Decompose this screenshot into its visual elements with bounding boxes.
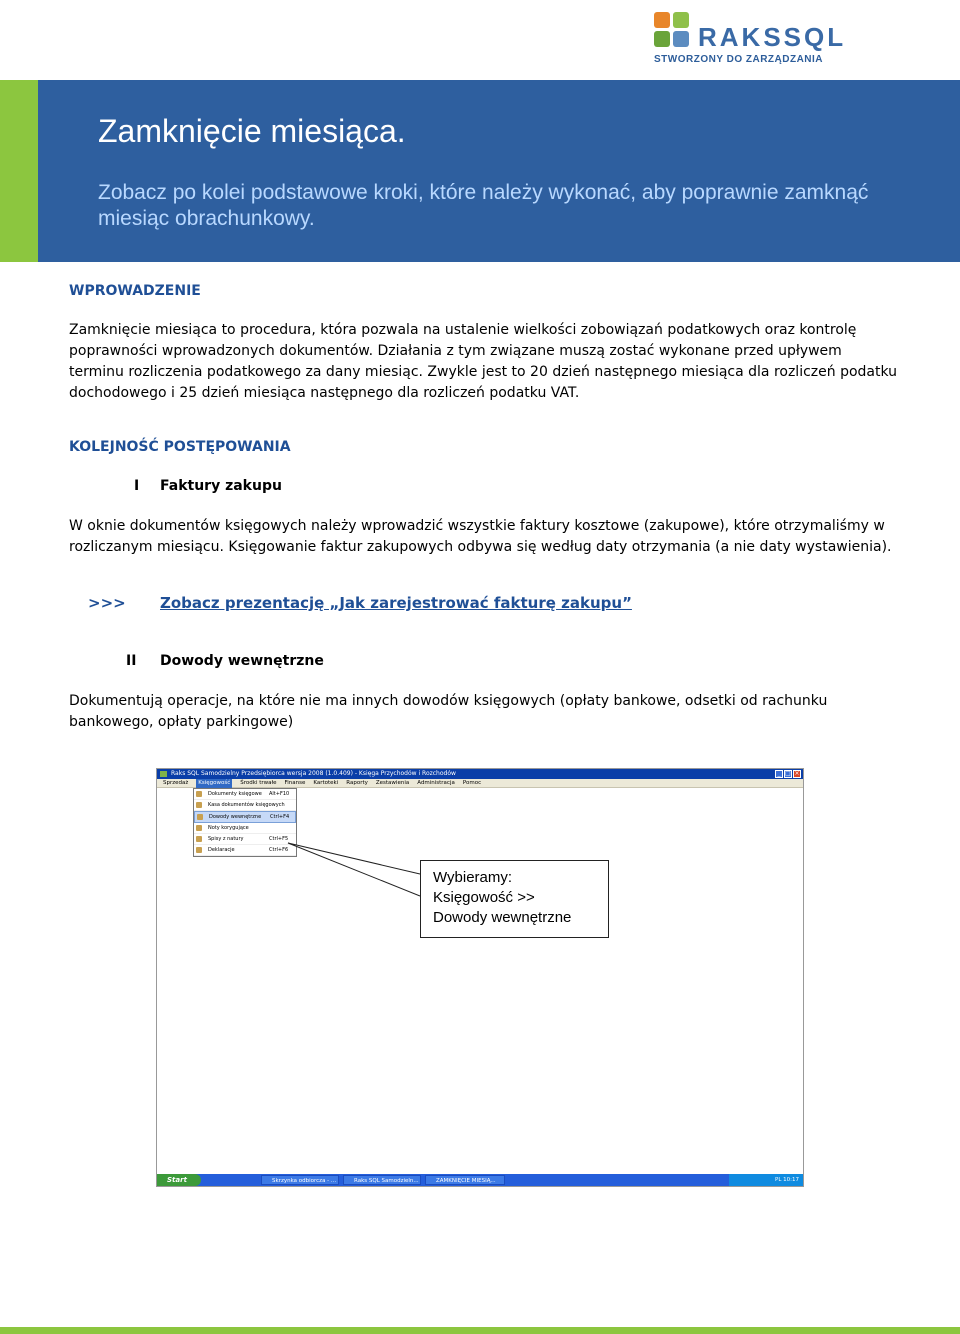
menu-item-kasa-dokumentow[interactable]: Kasa dokumentów księgowych	[194, 800, 296, 811]
menu-zestawienia[interactable]: Zestawienia	[375, 780, 410, 786]
menu-sprzedaz[interactable]: Sprzedaż	[163, 780, 189, 786]
task-skrzynka[interactable]: Skrzynka odbiorcza - ...	[261, 1175, 339, 1185]
close-icon[interactable]: ×	[794, 770, 800, 777]
maximize-icon[interactable]: □	[785, 770, 791, 777]
page-subtitle: Zobacz po kolei podstawowe kroki, które należy wykonać, aby poprawnie zamknąć miesiąc obrachunkowy.	[98, 181, 869, 230]
menu-finanse[interactable]: Finanse	[284, 780, 306, 786]
logo-name: RAKSSQL	[698, 22, 847, 52]
step1-number: I	[134, 478, 140, 494]
system-tray: PL 10:17	[729, 1174, 803, 1186]
callout-line-2: Księgowość >>	[433, 889, 535, 906]
step1-paragraph: W oknie dokumentów księgowych należy wprowadzić wszystkie faktury kosztowe (zakupowe), które otrzymaliśmy w rozliczanym miesiącu. Księgowanie faktur zakupowych odbywa się według daty otrzymania (a nie daty wystawienia).	[69, 518, 892, 555]
menu-kartoteki[interactable]: Kartoteki	[313, 780, 339, 786]
presentation-link[interactable]: Zobacz prezentację „Jak zarejestrować fakturę zakupu”	[160, 594, 632, 612]
menu-item-noty-korygujace[interactable]: Noty korygujące	[194, 823, 296, 834]
link-arrows: >>>	[88, 594, 126, 612]
menu-item-dowody-wewnetrzne[interactable]: Dowody wewnętrzne Ctrl+F4	[194, 811, 296, 823]
menu-item-spisy-z-natury[interactable]: Spisy z natury Ctrl+F5	[194, 834, 296, 845]
page-title: Zamknięcie miesiąca.	[98, 113, 406, 149]
minimize-icon[interactable]: _	[775, 770, 783, 778]
step2-number: II	[126, 653, 137, 669]
intro-paragraph: Zamknięcie miesiąca to procedura, która pozwala na ustalenie wielkości zobowiązań podatkowych oraz kontrolę poprawności wprowadzonych dokumentów. Działania z tym związane muszą zostać wykonane przed upływem terminu rozliczenia podatkowego za dany miesiąc. Zwykle jest to 20 dzień następnego miesiąca dla rozliczeń podatku dochodowego i 25 dzień miesiąca następnego dla rozliczeń podatku VAT.	[69, 322, 898, 401]
start-button[interactable]: Start	[157, 1174, 201, 1186]
menu-item-dokumenty-ksiegowe[interactable]: Dokumenty księgowe Alt+F10	[194, 789, 296, 800]
app-window-title: Raks SQL Samodzielny Przedsiębiorca wersja 2008 (1.0.409) - Księga Przychodów i Rozchodów	[171, 770, 456, 777]
step2-paragraph: Dokumentują operacje, na które nie ma innych dowodów księgowych (opłaty bankowe, odsetki od rachunku bankowego, opłaty parkingowe)	[69, 693, 828, 730]
callout-line-3: Dowody wewnętrzne	[433, 909, 572, 926]
callout-line-1: Wybieramy:	[433, 869, 513, 886]
menu-raporty[interactable]: Raporty	[346, 780, 368, 786]
step2-title: Dowody wewnętrzne	[160, 653, 324, 669]
footer-accent-bar	[0, 1327, 960, 1334]
procedure-heading: KOLEJNOŚĆ POSTĘPOWANIA	[69, 439, 291, 455]
menu-pomoc[interactable]: Pomoc	[462, 780, 482, 786]
menu-administracja[interactable]: Administracja	[417, 780, 455, 786]
menu-item-deklaracje[interactable]: Deklaracje Ctrl+F6	[194, 845, 296, 856]
logo-tagline: STWORZONY DO ZARZĄDZANIA	[654, 54, 824, 65]
step1-title: Faktury zakupu	[160, 478, 282, 494]
menu-ksiegowosc[interactable]: Księgowość	[198, 780, 231, 786]
task-raks[interactable]: Raks SQL Samodzieln...	[343, 1175, 421, 1185]
callout-box	[420, 860, 609, 938]
menu-srodki-trwale[interactable]: Środki trwałe	[240, 780, 277, 786]
task-zamkniecie[interactable]: ZAMKNIĘCIE MIESIĄ...	[425, 1175, 505, 1185]
intro-heading: WPROWADZENIE	[69, 283, 201, 299]
